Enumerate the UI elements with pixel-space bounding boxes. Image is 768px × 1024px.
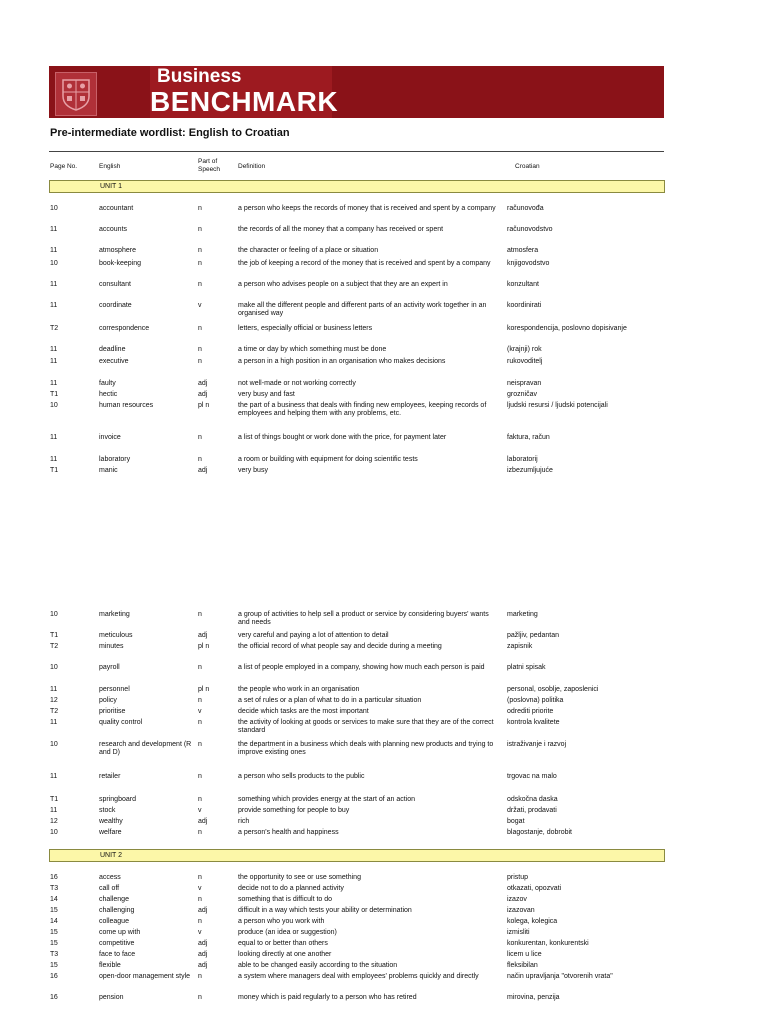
- cell-croatian: kontrola kvalitete: [507, 719, 560, 726]
- cell-english: call off: [99, 885, 120, 892]
- cell-english: laboratory: [99, 456, 131, 463]
- cell-definition: not well-made or not working correctly: [238, 380, 356, 387]
- cell-croatian: način upravljanja "otvorenih vrata": [507, 973, 613, 980]
- cell-croatian: platni spisak: [507, 664, 546, 671]
- cell-croatian: grozničav: [507, 391, 537, 398]
- cell-pos: n: [198, 346, 202, 353]
- cell-croatian: neispravan: [507, 380, 542, 387]
- cell-english: come up with: [99, 929, 141, 936]
- crest-logo-icon: [55, 72, 97, 116]
- cell-pos: n: [198, 325, 202, 332]
- cell-pos: pl n: [198, 402, 210, 409]
- brand-title-bottom: BENCHMARK: [150, 86, 339, 117]
- cell-page: 10: [50, 611, 58, 618]
- cell-english: research and development (R and D): [99, 741, 192, 756]
- cell-page: T2: [50, 643, 59, 650]
- cell-page: T1: [50, 391, 59, 398]
- cell-page: 11: [50, 247, 58, 254]
- cell-english: challenging: [99, 907, 135, 914]
- unit-label: UNIT 1: [100, 183, 123, 190]
- cell-page: 10: [50, 741, 58, 748]
- cell-english: open-door management style: [99, 973, 191, 980]
- cell-page: 11: [50, 281, 58, 288]
- cell-croatian: laboratorij: [507, 456, 538, 463]
- cell-page: 10: [50, 205, 58, 212]
- cell-croatian: istraživanje i razvoj: [507, 741, 567, 748]
- cell-page: 11: [50, 358, 58, 365]
- cell-croatian: koordinirati: [507, 302, 542, 309]
- cell-definition: equal to or better than others: [238, 940, 328, 947]
- cell-page: 11: [50, 773, 58, 780]
- cell-pos: adj: [198, 940, 208, 947]
- cell-definition: the opportunity to see or use something: [238, 874, 361, 881]
- cell-definition: decide not to do a planned activity: [238, 885, 344, 892]
- cell-page: 11: [50, 719, 58, 726]
- col-header-definition: Definition: [238, 163, 266, 170]
- cell-definition: something that is difficult to do: [238, 896, 333, 903]
- cell-page: 16: [50, 973, 58, 980]
- cell-definition: difficult in a way which tests your ability or determination: [238, 907, 412, 914]
- cell-croatian: (poslovna) politika: [507, 697, 564, 704]
- cell-definition: something which provides energy at the start of an action: [238, 796, 416, 803]
- cell-croatian: izazov: [507, 896, 527, 903]
- col-header-page: Page No.: [50, 163, 78, 170]
- cell-croatian: bogat: [507, 818, 525, 825]
- cell-english: executive: [99, 358, 129, 365]
- col-header-pos-2: Speech: [198, 166, 221, 173]
- unit-label: UNIT 2: [100, 852, 123, 859]
- col-header-croatian: Croatian: [515, 163, 540, 170]
- cell-page: 16: [50, 994, 58, 1001]
- cell-pos: n: [198, 226, 202, 233]
- cell-pos: adj: [198, 907, 208, 914]
- cell-croatian: izmisliti: [507, 929, 530, 936]
- cell-english: consultant: [99, 281, 131, 288]
- col-header-english: English: [99, 163, 121, 170]
- cell-pos: adj: [198, 391, 208, 398]
- cell-definition: produce (an idea or suggestion): [238, 929, 337, 936]
- cell-pos: n: [198, 664, 202, 671]
- unit-header: [49, 849, 665, 862]
- cell-page: 10: [50, 402, 58, 409]
- cell-page: 11: [50, 380, 58, 387]
- cell-definition: the job of keeping a record of the money that is received and spent by a company: [238, 260, 491, 267]
- cell-page: 14: [50, 918, 58, 925]
- cell-page: T1: [50, 467, 59, 474]
- cell-croatian: odskočna daska: [507, 796, 558, 803]
- cell-english: policy: [99, 697, 117, 704]
- cell-croatian: korespondencija, poslovno dopisivanje: [507, 325, 627, 332]
- cell-pos: adj: [198, 632, 208, 639]
- cell-definition: very careful and paying a lot of attention to detail: [238, 632, 389, 639]
- cell-page: T1: [50, 632, 59, 639]
- cell-page: 11: [50, 226, 58, 233]
- cell-croatian: faktura, račun: [507, 434, 550, 441]
- cell-definition: the activity of looking at goods or services to make sure that they are of the correct standard: [238, 719, 494, 734]
- cell-pos: n: [198, 434, 202, 441]
- cell-croatian: zapisnik: [507, 643, 533, 650]
- cell-pos: adj: [198, 818, 208, 825]
- cell-page: T2: [50, 325, 59, 332]
- header-divider: [49, 151, 664, 152]
- cell-pos: v: [198, 302, 202, 309]
- cell-definition: a person who advises people on a subject that they are an expert in: [238, 281, 448, 288]
- cell-definition: the part of a business that deals with finding new employees, keeping records of employees and helping them with any problems, etc.: [238, 402, 487, 417]
- cell-croatian: blagostanje, dobrobit: [507, 829, 572, 836]
- cell-croatian: personal, osoblje, zaposlenici: [507, 686, 599, 693]
- cell-english: deadline: [99, 346, 126, 353]
- cell-page: 10: [50, 829, 58, 836]
- cell-definition: a person in a high position in an organisation who makes decisions: [238, 358, 446, 365]
- cell-definition: a group of activities to help sell a product or service by considering buyers' wants and needs: [238, 611, 489, 626]
- cell-english: face to face: [99, 951, 136, 958]
- cell-english: manic: [99, 467, 118, 474]
- cell-croatian: trgovac na malo: [507, 773, 557, 780]
- cell-croatian: ljudski resursi / ljudski potencijali: [507, 402, 608, 409]
- cell-pos: n: [198, 697, 202, 704]
- cell-english: meticulous: [99, 632, 133, 639]
- cell-pos: n: [198, 973, 202, 980]
- cell-page: 16: [50, 874, 58, 881]
- cell-page: 15: [50, 962, 58, 969]
- cell-english: retailer: [99, 773, 121, 780]
- cell-definition: a system where managers deal with employees' problems quickly and directly: [238, 973, 479, 980]
- cell-english: wealthy: [99, 818, 123, 825]
- cell-definition: a person who keeps the records of money that is received and spent by a company: [238, 205, 496, 212]
- cell-pos: n: [198, 874, 202, 881]
- cell-definition: a list of people employed in a company, showing how much each person is paid: [238, 664, 485, 671]
- cell-definition: a time or day by which something must be done: [238, 346, 387, 353]
- cell-pos: adj: [198, 951, 208, 958]
- page-title: Pre-intermediate wordlist: English to Croatian: [50, 127, 290, 139]
- cell-croatian: pristup: [507, 874, 529, 881]
- cell-english: minutes: [99, 643, 124, 650]
- cell-croatian: kolega, kolegica: [507, 918, 558, 925]
- cell-english: book-keeping: [99, 260, 142, 267]
- cell-definition: a person's health and happiness: [238, 829, 339, 836]
- cell-english: payroll: [99, 664, 120, 671]
- cell-croatian: rukovoditelj: [507, 358, 543, 365]
- cell-croatian: izazovan: [507, 907, 535, 914]
- unit-header: [49, 180, 665, 193]
- cell-english: human resources: [99, 402, 154, 409]
- cell-croatian: računovodstvo: [507, 226, 553, 233]
- cell-page: 11: [50, 434, 58, 441]
- cell-pos: v: [198, 807, 202, 814]
- cell-page: T2: [50, 708, 59, 715]
- cell-page: T1: [50, 796, 59, 803]
- cell-pos: v: [198, 708, 202, 715]
- cell-pos: n: [198, 260, 202, 267]
- cell-page: 12: [50, 697, 58, 704]
- cell-pos: n: [198, 456, 202, 463]
- brand-title-top: Business: [157, 66, 242, 87]
- cell-croatian: pažljiv, pedantan: [507, 632, 560, 639]
- cell-croatian: izbezumljujuće: [507, 467, 553, 474]
- cell-pos: n: [198, 896, 202, 903]
- cell-definition: a set of rules or a plan of what to do in a particular situation: [238, 697, 422, 704]
- cell-croatian: knjigovodstvo: [507, 260, 550, 267]
- cell-page: T3: [50, 885, 59, 892]
- cell-croatian: atmosfera: [507, 247, 539, 254]
- header-banner: [49, 66, 664, 118]
- cell-english: competitive: [99, 940, 135, 947]
- cell-page: 10: [50, 260, 58, 267]
- cell-english: personnel: [99, 686, 130, 693]
- cell-croatian: fleksibilan: [507, 962, 538, 969]
- cell-page: 11: [50, 302, 58, 309]
- cell-pos: n: [198, 281, 202, 288]
- cell-english: springboard: [99, 796, 136, 803]
- cell-definition: able to be changed easily according to the situation: [238, 962, 398, 969]
- cell-english: hectic: [99, 391, 118, 398]
- cell-pos: pl n: [198, 686, 210, 693]
- cell-definition: decide which tasks are the most important: [238, 708, 369, 715]
- cell-page: 15: [50, 929, 58, 936]
- cell-page: 15: [50, 907, 58, 914]
- cell-page: T3: [50, 951, 59, 958]
- cell-croatian: držati, prodavati: [507, 807, 557, 814]
- cell-english: access: [99, 874, 121, 881]
- cell-english: welfare: [99, 829, 122, 836]
- cell-pos: v: [198, 885, 202, 892]
- cell-definition: rich: [238, 818, 250, 825]
- cell-pos: n: [198, 358, 202, 365]
- cell-pos: pl n: [198, 643, 210, 650]
- cell-definition: very busy: [238, 467, 268, 474]
- cell-pos: n: [198, 719, 202, 726]
- cell-definition: a person who you work with: [238, 918, 325, 925]
- cell-pos: adj: [198, 962, 208, 969]
- cell-english: prioritise: [99, 708, 126, 715]
- cell-pos: adj: [198, 467, 208, 474]
- cell-english: quality control: [99, 719, 143, 726]
- cell-definition: a person who sells products to the public: [238, 773, 365, 780]
- cell-definition: the people who work in an organisation: [238, 686, 360, 693]
- cell-pos: adj: [198, 380, 208, 387]
- cell-pos: n: [198, 247, 202, 254]
- cell-definition: money which is paid regularly to a person who has retired: [238, 994, 417, 1001]
- cell-pos: n: [198, 205, 202, 212]
- cell-english: accountant: [99, 205, 134, 212]
- cell-definition: a room or building with equipment for doing scientific tests: [238, 456, 418, 463]
- cell-page: 11: [50, 346, 58, 353]
- cell-pos: n: [198, 994, 202, 1001]
- cell-croatian: odrediti priorite: [507, 708, 554, 715]
- cell-definition: very busy and fast: [238, 391, 295, 398]
- cell-definition: letters, especially official or business letters: [238, 325, 373, 332]
- cell-croatian: otkazati, opozvati: [507, 885, 562, 892]
- cell-english: flexible: [99, 962, 121, 969]
- cell-croatian: konkurentan, konkurentski: [507, 940, 589, 947]
- cell-croatian: (krajnji) rok: [507, 346, 542, 353]
- cell-definition: the official record of what people say and decide during a meeting: [238, 643, 442, 650]
- cell-page: 10: [50, 664, 58, 671]
- cell-english: colleague: [99, 918, 129, 925]
- cell-definition: a list of things bought or work done with the price, for payment later: [238, 434, 447, 441]
- cell-croatian: konzultant: [507, 281, 539, 288]
- cell-pos: n: [198, 796, 202, 803]
- cell-pos: n: [198, 741, 202, 748]
- cell-page: 11: [50, 456, 58, 463]
- cell-croatian: licem u lice: [507, 951, 542, 958]
- cell-definition: provide something for people to buy: [238, 807, 350, 814]
- cell-pos: n: [198, 611, 202, 618]
- cell-pos: n: [198, 918, 202, 925]
- cell-english: challenge: [99, 896, 129, 903]
- cell-page: 11: [50, 807, 58, 814]
- cell-english: faulty: [99, 380, 116, 387]
- cell-pos: v: [198, 929, 202, 936]
- cell-page: 14: [50, 896, 58, 903]
- cell-page: 12: [50, 818, 58, 825]
- cell-page: 11: [50, 686, 58, 693]
- cell-croatian: računovođa: [507, 205, 544, 212]
- cell-english: marketing: [99, 611, 130, 618]
- cell-pos: n: [198, 773, 202, 780]
- cell-english: coordinate: [99, 302, 132, 309]
- cell-definition: the department in a business which deals with planning new products and trying to improve existing ones: [238, 741, 494, 756]
- cell-definition: the records of all the money that a company has received or spent: [238, 226, 444, 233]
- cell-english: accounts: [99, 226, 128, 233]
- cell-english: pension: [99, 994, 124, 1001]
- cell-definition: make all the different people and different parts of an activity work together in an organised way: [238, 302, 487, 317]
- cell-croatian: mirovina, penzija: [507, 994, 560, 1001]
- cell-croatian: marketing: [507, 611, 538, 618]
- cell-english: stock: [99, 807, 116, 814]
- cell-definition: looking directly at one another: [238, 951, 332, 958]
- cell-english: atmosphere: [99, 247, 136, 254]
- cell-english: correspondence: [99, 325, 150, 332]
- cell-english: invoice: [99, 434, 121, 441]
- cell-pos: n: [198, 829, 202, 836]
- col-header-pos-1: Part of: [198, 158, 218, 165]
- cell-page: 15: [50, 940, 58, 947]
- cell-definition: the character or feeling of a place or situation: [238, 247, 379, 254]
